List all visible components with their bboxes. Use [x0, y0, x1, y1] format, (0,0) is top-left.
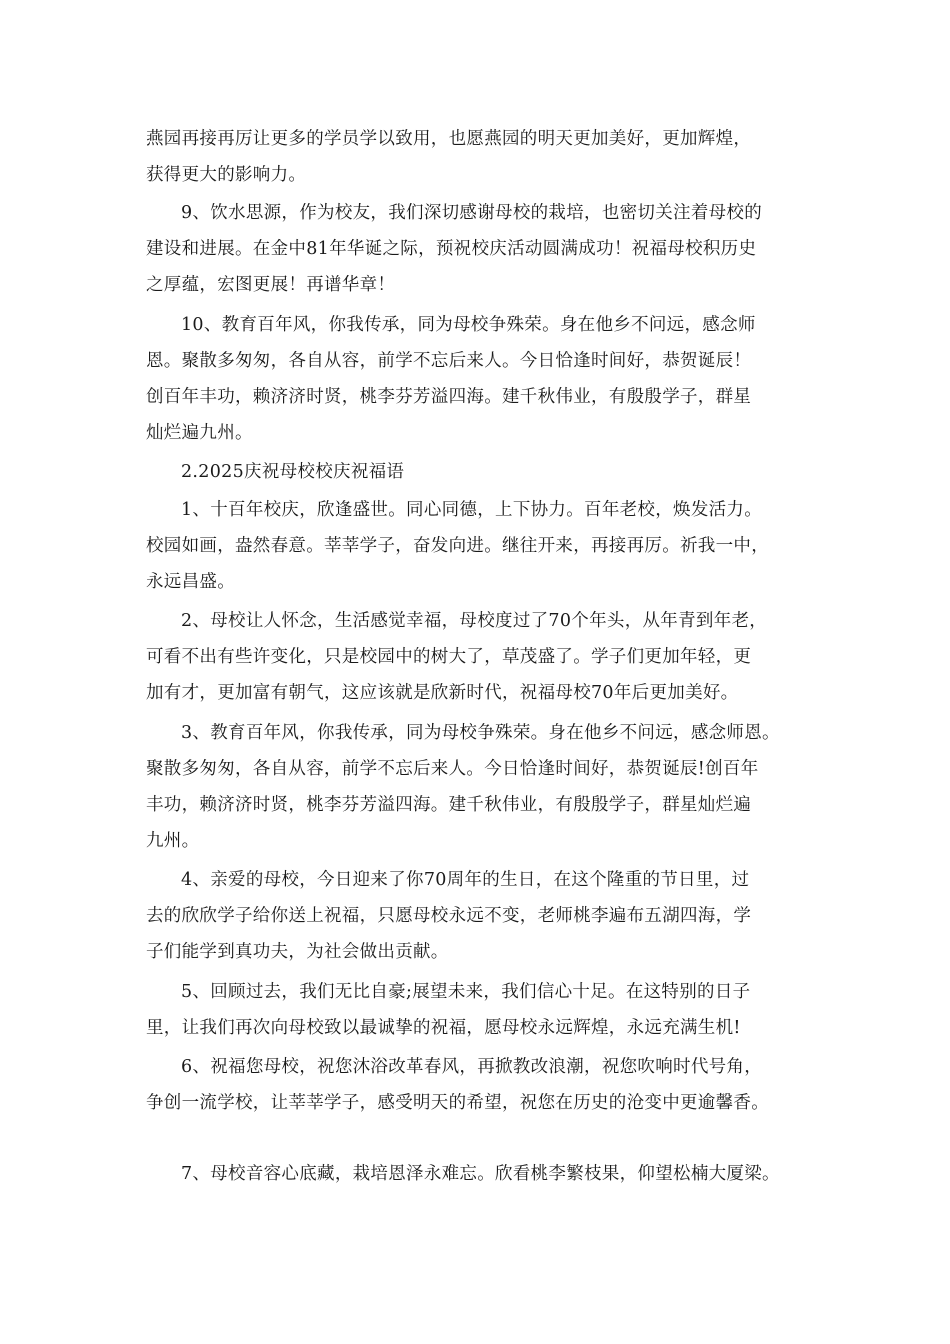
paragraph-5-start: 5、回顾过去，我们无比自豪;展望未来，我们信心十足。在这特别的日子 — [181, 982, 751, 1002]
paragraph-7-start: 7、母校音容心底藏，栽培恩泽永难忘。欣看桃李繁枝果，仰望松楠大厦梁。 — [181, 1164, 780, 1184]
text-line: 创百年丰功，赖济济时贤，桃李芬芳溢四海。建千秋伟业，有殷殷学子，群星 — [146, 387, 752, 407]
text-line: 争创一流学校，让莘莘学子，感受明天的希望，祝您在历史的沧变中更逾馨香。 — [146, 1093, 769, 1113]
paragraph-6-start: 6、祝福您母校，祝您沐浴改革春风，再掀教改浪潮，祝您吹响时代号角， — [181, 1057, 763, 1077]
text-line: 子们能学到真功夫，为社会做出贡献。 — [146, 942, 449, 962]
paragraph-10-start: 10、教育百年风，你我传承，同为母校争殊荣。身在他乡不问远，感念师 — [181, 315, 756, 335]
text-line: 去的欣欣学子给你送上祝福，只愿母校永远不变，老师桃李遍布五湖四海，学 — [146, 906, 752, 926]
paragraph-1-start: 1、十百年校庆，欣逢盛世。同心同德，上下协力。百年老校，焕发活力。 — [181, 500, 763, 520]
paragraph-9-start: 9、饮水思源，作为校友，我们深切感谢母校的栽培，也密切关注着母校的 — [181, 203, 763, 223]
text-line: 之厚蕴，宏图更展！再谱华章！ — [146, 275, 396, 295]
paragraph-4-start: 4、亲爱的母校，今日迎来了你70周年的生日，在这个隆重的节日里，过 — [181, 870, 750, 890]
text-line: 恩。聚散多匆匆，各自从容，前学不忘后来人。今日恰逢时间好，恭贺诞辰！ — [146, 351, 752, 371]
text-line: 获得更大的影响力。 — [146, 165, 307, 185]
text-line: 永远昌盛。 — [146, 572, 235, 592]
text-line: 可看不出有些许变化，只是校园中的树大了，草茂盛了。学子们更加年轻，更 — [146, 647, 752, 667]
text-line: 校园如画，盎然春意。莘莘学子，奋发向进。继往开来，再接再厉。祈我一中， — [146, 536, 769, 556]
section-heading: 2.2025庆祝母校校庆祝福语 — [181, 462, 405, 482]
paragraph-2-start: 2、母校让人怀念，生活感觉幸福，母校度过了70个年头，从年青到年老， — [181, 611, 768, 631]
text-line: 灿烂遍九州。 — [146, 423, 253, 443]
text-line: 九州。 — [146, 831, 200, 851]
text-line: 建设和进展。在金中81年华诞之际，预祝校庆活动圆满成功！祝福母校积历史 — [146, 239, 757, 259]
text-line: 里，让我们再次向母校致以最诚挚的祝福，愿母校永远辉煌，永远充满生机! — [146, 1018, 741, 1038]
paragraph-3-start: 3、教育百年风，你我传承，同为母校争殊荣。身在他乡不问远，感念师恩。 — [181, 723, 780, 743]
text-line: 加有才，更加富有朝气，这应该就是欣新时代，祝福母校70年后更加美好。 — [146, 683, 739, 703]
text-line: 聚散多匆匆，各自从容，前学不忘后来人。今日恰逢时间好，恭贺诞辰!创百年 — [146, 759, 759, 779]
text-line: 丰功，赖济济时贤，桃李芬芳溢四海。建千秋伟业，有殷殷学子，群星灿烂遍 — [146, 795, 752, 815]
text-line: 燕园再接再厉让更多的学员学以致用，也愿燕园的明天更加美好，更加辉煌， — [146, 129, 752, 149]
